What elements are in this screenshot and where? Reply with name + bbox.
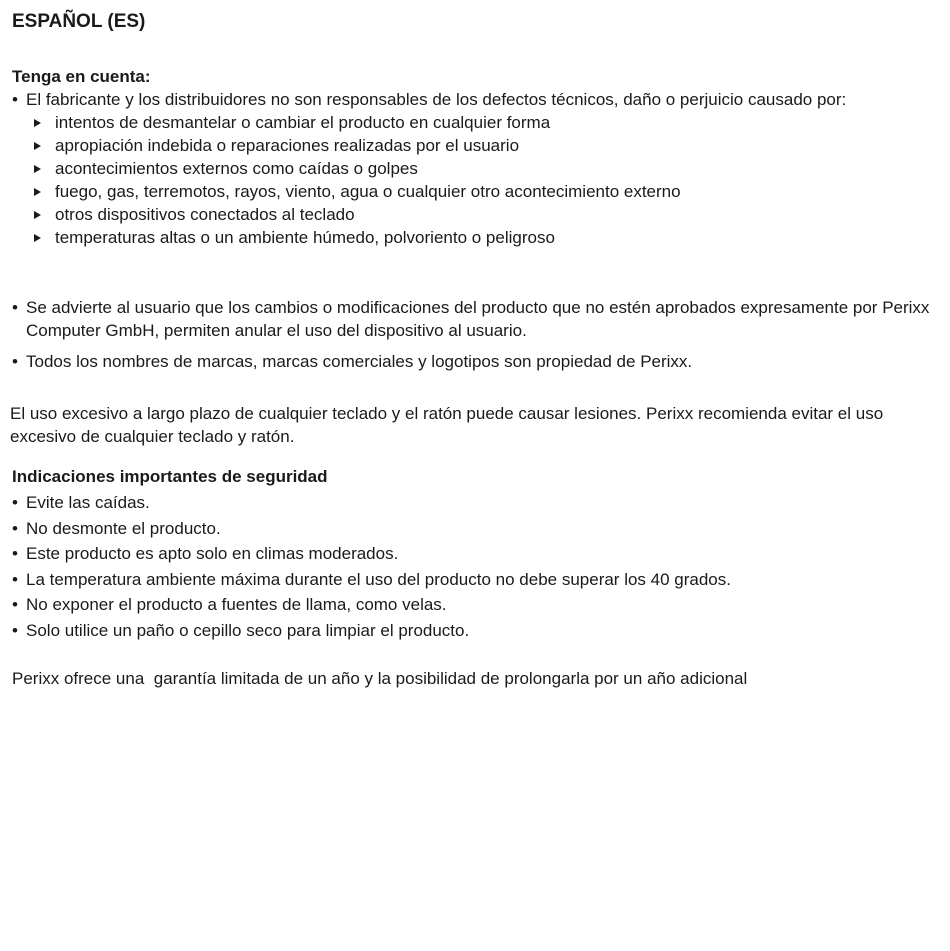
safety-heading: Indicaciones importantes de seguridad — [12, 467, 328, 486]
triangle-bullet-icon — [34, 211, 41, 219]
safety-item — [12, 490, 947, 516]
liability-sub-list — [12, 111, 947, 249]
sub-item-text: otros dispositivos conectados al teclado — [55, 205, 355, 224]
sub-item-text: temperaturas altas o un ambiente húmedo, polvoriento o peligroso — [55, 228, 555, 247]
bullet-dot: • — [12, 90, 18, 109]
sub-item — [12, 134, 947, 157]
safety-section — [12, 465, 947, 643]
modification-notice — [12, 296, 947, 342]
safety-item — [12, 516, 947, 542]
bullet-dot: • — [12, 569, 18, 589]
note-bullet-modifications — [12, 296, 947, 342]
bullet-dot: • — [12, 544, 18, 563]
sub-item — [12, 203, 947, 226]
usage-warning — [10, 402, 930, 448]
bullet-dot: • — [12, 352, 18, 371]
page-title: ESPAÑOL (ES) — [12, 11, 146, 32]
bullet-dot: • — [12, 518, 18, 538]
safety-item — [12, 592, 947, 618]
safety-item — [12, 567, 947, 593]
triangle-bullet-icon — [34, 234, 41, 242]
sub-item-text: fuego, gas, terremotos, rayos, viento, agua o cualquier otro acontecimiento externo — [55, 182, 681, 201]
note-heading: Tenga en cuenta: — [12, 67, 151, 86]
safety-item — [12, 541, 947, 567]
safety-item-text: Evite las caídas. — [26, 493, 150, 512]
note-bullet-liability — [12, 88, 926, 111]
sub-item-text: apropiación indebida o reparaciones realizadas por el usuario — [55, 136, 520, 155]
sub-item-text: acontecimientos externos como caídas o golpes — [55, 159, 418, 178]
note-section — [12, 65, 947, 249]
sub-item — [12, 157, 947, 180]
sub-item — [12, 180, 947, 203]
triangle-bullet-icon — [34, 142, 41, 150]
safety-item-text: Este producto es apto solo en climas moderados. — [26, 544, 399, 563]
warranty-text: Perixx ofrece una garantía limitada de un año y la posibilidad de prolongarla por un año adicional — [12, 669, 748, 688]
safety-item-text: No desmonte el producto. — [26, 518, 221, 538]
triangle-bullet-icon — [34, 188, 41, 196]
usage-warning-text: El uso excesivo a largo plazo de cualquier teclado y el ratón puede causar lesiones. Perixx recomienda evitar el uso excesivo de cualquier teclado y ratón. — [10, 404, 884, 446]
safety-item — [12, 618, 947, 644]
bullet-dot: • — [12, 298, 18, 317]
triangle-bullet-icon — [34, 165, 41, 173]
safety-item-text: La temperatura ambiente máxima durante el uso del producto no debe superar los 40 grados. — [26, 569, 731, 589]
triangle-bullet-icon — [34, 119, 41, 127]
safety-item-text: No exponer el producto a fuentes de llama, como velas. — [26, 595, 447, 614]
sub-item — [12, 111, 947, 134]
bullet-dot: • — [12, 595, 18, 614]
note-bullet-liability-text: El fabricante y los distribuidores no son responsables de los defectos técnicos, daño o perjuicio causado por: — [26, 90, 847, 109]
sub-item — [12, 226, 947, 249]
note-bullet-modifications-text: Se advierte al usuario que los cambios o modificaciones del producto que no estén aprobados expresamente por Perixx Computer GmbH, permiten anular el uso del dispositivo al usuario. — [26, 298, 930, 340]
warranty-section — [12, 667, 947, 690]
safety-item-text: Solo utilice un paño o cepillo seco para limpiar el producto. — [26, 620, 470, 640]
note-bullet-trademarks-text: Todos los nombres de marcas, marcas comerciales y logotipos son propiedad de Perixx. — [26, 352, 693, 371]
note-bullet-trademarks — [12, 350, 947, 373]
bullet-dot: • — [12, 620, 18, 640]
sub-item-text: intentos de desmantelar o cambiar el producto en cualquier forma — [55, 113, 551, 132]
bullet-dot: • — [12, 493, 18, 512]
trademark-notice — [12, 350, 947, 373]
